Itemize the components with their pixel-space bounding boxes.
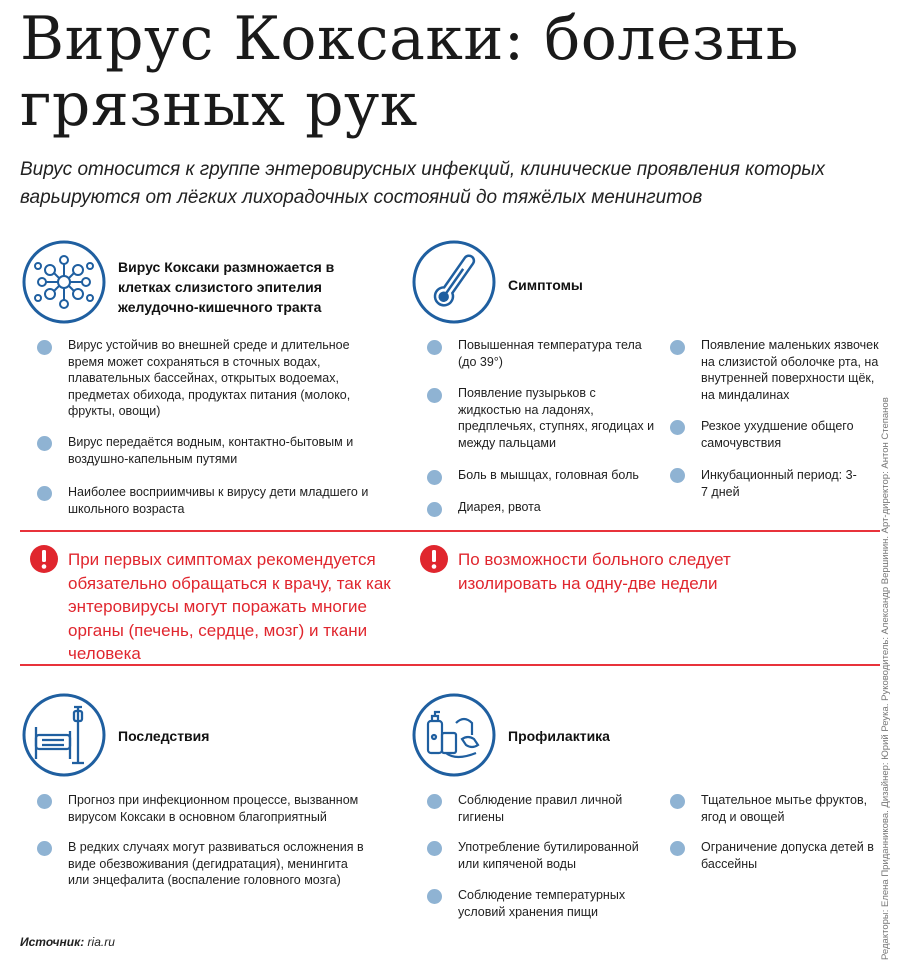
bullet-dot [427, 794, 442, 809]
prevention-item: Соблюдение температурных условий хранения пищи [458, 888, 626, 919]
symptoms-item: Боль в мышцах, головная боль [458, 468, 639, 482]
page-title: Вирус Коксаки: болезнь грязных рук [20, 4, 799, 140]
virus-cells-icon [22, 240, 106, 324]
prevention-item: Употребление бутилированной или кипяченой воды [458, 840, 639, 871]
bullet-dot [37, 436, 52, 451]
page-subtitle: Вирус относится к группе энтеровирусных инфекций, клинические проявления которых варьируются от лёгких лихорадочных состояний до тяжёлых менингитов [20, 159, 825, 208]
thermometer-icon [412, 240, 496, 324]
bullet-dot [37, 340, 52, 355]
reproduction-title: Вирус Коксаки размножается в клетках слизистого эпителия желудочно-кишечного тракта [118, 259, 335, 315]
reproduction-item: Вирус устойчив во внешней среде и длительное время может сохраняться в сточных водах, плавательных бассейнах, открытых водоемах, предметах обихода, продуктах питания (молоко, фрукты, овощи) [68, 338, 351, 418]
prevention-item: Тщательное мытье фруктов, ягод и овощей [701, 793, 868, 824]
symptoms-item: Повышенная температура тела (до 39°) [458, 338, 642, 369]
bullet-dot [427, 502, 442, 517]
source-line [20, 935, 115, 949]
bullet-dot [670, 794, 685, 809]
prevention-title: Профилактика [508, 728, 610, 744]
symptoms-item: Резкое ухудшение общего самочувствия [701, 419, 854, 450]
symptoms-item: Появление маленьких язвочек на слизистой оболочке рта, на внутренней поверхности щёк, на миндалинах [701, 338, 879, 402]
consequences-item: В редких случаях могут развиваться осложнения в виде обезвоживания (дегидратация), менингита или энцефалита (воспаление головного мозга) [68, 840, 364, 887]
bullet-dot [427, 388, 442, 403]
bullet-dot [670, 420, 685, 435]
exclamation-icon [420, 545, 448, 573]
reproduction-item: Вирус передаётся водным, контактно-бытовым и воздушно-капельным путями [68, 435, 354, 466]
warning-text-isolation: По возможности больного следует изолировать на одну-две недели [458, 550, 731, 593]
source-value: ria.ru [87, 935, 115, 949]
symptoms-item: Диарея, рвота [458, 500, 541, 514]
bullet-dot [37, 486, 52, 501]
bullet-dot [670, 340, 685, 355]
hospital-bed-icon [22, 693, 106, 777]
bullet-dot [37, 841, 52, 856]
divider-top [20, 530, 880, 532]
bullet-dot [670, 468, 685, 483]
exclamation-icon [30, 545, 58, 573]
symptoms-item: Инкубационный период: 3-7 дней [701, 468, 857, 499]
prevention-item: Соблюдение правил личной гигиены [458, 793, 623, 824]
hygiene-icon [412, 693, 496, 777]
warning-text-doctor: При первых симптомах рекомендуется обязательно обращаться к врачу, так как энтеровирусы могут поражать многие органы (печень, сердце, мозг) и ткани человека [68, 550, 391, 663]
symptoms-title: Симптомы [508, 277, 583, 293]
bullet-dot [670, 841, 685, 856]
prevention-item: Ограничение допуска детей в бассейны [701, 840, 874, 871]
bullet-dot [37, 794, 52, 809]
divider-bottom [20, 664, 880, 666]
consequences-item: Прогноз при инфекционном процессе, вызванном вирусом Коксаки в основном благоприятный [68, 793, 359, 824]
source-label: Источник: [20, 935, 85, 949]
bullet-dot [427, 340, 442, 355]
consequences-title: Последствия [118, 728, 210, 744]
reproduction-item: Наиболее восприимчивы к вирусу дети младшего и школьного возраста [68, 485, 369, 516]
bullet-dot [427, 841, 442, 856]
symptoms-item: Появление пузырьков с жидкостью на ладонях, предплечьях, ступнях, ягодицах и между пальцами [458, 386, 655, 450]
credits-vertical: Редакторы: Елена Приданникова. Дизайнер: Юрий Реука. Руководитель: Александр Вершинин. Арт-директор: Антон Степанов [880, 397, 891, 960]
bullet-dot [427, 470, 442, 485]
bullet-dot [427, 889, 442, 904]
